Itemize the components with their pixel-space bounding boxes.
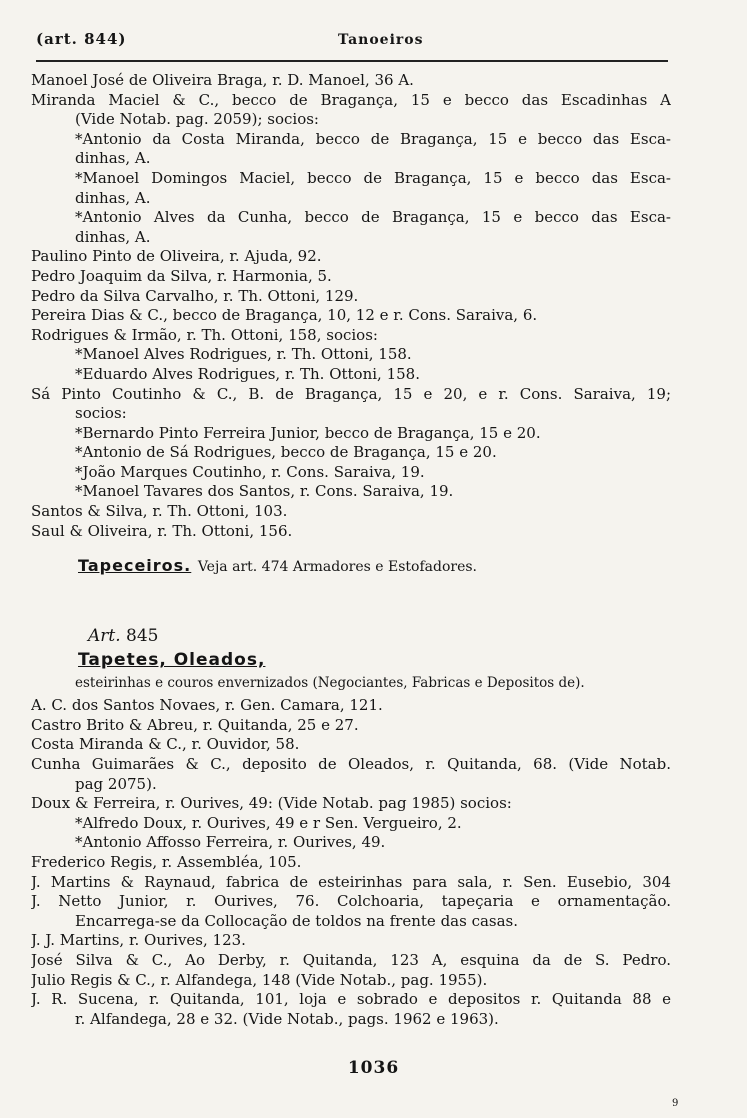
article-heading: Tapetes, Oleados, xyxy=(78,650,266,671)
entry-line: Castro Brito & Abreu, r. Quitanda, 25 e 27. xyxy=(31,715,359,734)
entry-line: Encarrega-se da Collocação de toldos na frente das casas. xyxy=(75,911,519,930)
entry-line: *Manoel Tavares dos Santos, r. Cons. Saraiva, 19. xyxy=(75,482,454,501)
entry-line: pag 2075). xyxy=(75,774,157,793)
document-body xyxy=(31,71,671,1029)
entry-line: Santos & Silva, r. Th. Ottoni, 103. xyxy=(31,502,288,521)
entry-line: dinhas, A. xyxy=(75,149,151,168)
entry-line: *Manoel Domingos Maciel, becco de Bragança, 15 e becco das Esca- xyxy=(75,168,671,187)
entry-line: Doux & Ferreira, r. Ourives, 49: (Vide Notab. pag 1985) socios: xyxy=(31,794,512,813)
entry-line: Pereira Dias & C., becco de Bragança, 10, 12 e r. Cons. Saraiva, 6. xyxy=(31,306,538,325)
entry-line: J. R. Sucena, r. Quitanda, 101, loja e sobrado e depositos r. Quitanda 88 e xyxy=(31,990,671,1009)
entry-line: socios: xyxy=(75,404,127,423)
entry-line: Cunha Guimarães & C., deposito de Oleados, r. Quitanda, 68. (Vide Notab. xyxy=(31,755,671,774)
entry-line: *João Marques Coutinho, r. Cons. Saraiva, 19. xyxy=(75,462,425,481)
header-title: Tanoeiros xyxy=(338,32,424,48)
article-description: esteirinhas e couros envernizados (Negociantes, Fabricas e Depositos de). xyxy=(75,675,585,692)
entry-line: J. J. Martins, r. Ourives, 123. xyxy=(31,931,246,950)
article-number: 845 xyxy=(126,626,159,647)
page-number: 1036 xyxy=(347,1058,400,1078)
entry-line: r. Alfandega, 28 e 32. (Vide Notab., pags. 1962 e 1963). xyxy=(75,1009,499,1028)
entry-line: Miranda Maciel & C., becco de Bragança, 15 e becco das Escadinhas A xyxy=(31,90,671,109)
entry-line: dinhas, A. xyxy=(75,188,151,207)
entry-line: Pedro da Silva Carvalho, r. Th. Ottoni, 129. xyxy=(31,286,359,305)
entry-line: J. Netto Junior, r. Ourives, 76. Colchoaria, tapeçaria e ornamentação. xyxy=(31,892,671,911)
section-title: Tapeceiros. xyxy=(78,556,192,576)
entry-line: A. C. dos Santos Novaes, r. Gen. Camara, 121. xyxy=(31,696,383,715)
entry-line: Paulino Pinto de Oliveira, r. Ajuda, 92. xyxy=(31,247,322,266)
entry-line: (Vide Notab. pag. 2059); socios: xyxy=(75,110,319,129)
entry-line: *Antonio de Sá Rodrigues, becco de Bragança, 15 e 20. xyxy=(75,443,497,462)
entry-line: Frederico Regis, r. Assembléa, 105. xyxy=(31,853,302,871)
entry-line: Rodrigues & Irmão, r. Th. Ottoni, 158, socios: xyxy=(31,325,378,344)
entry-line: J. Martins & Raynaud, fabrica de esteirinhas para sala, r. Sen. Eusebio, 304 xyxy=(31,872,671,891)
header-article-ref: (art. 844) xyxy=(36,30,127,48)
running-header xyxy=(30,30,670,54)
entry-line: *Manoel Alves Rodrigues, r. Th. Ottoni, 158. xyxy=(75,345,412,364)
section-tapeceiros xyxy=(31,555,671,578)
entry-line: Saul & Oliveira, r. Th. Ottoni, 156. xyxy=(31,521,293,540)
entry-line: dinhas, A. xyxy=(75,227,151,246)
entry-line: *Antonio Affosso Ferreira, r. Ourives, 49. xyxy=(75,833,386,852)
entry-line: *Antonio Alves da Cunha, becco de Bragança, 15 e becco das Esca- xyxy=(75,208,671,227)
entry-line: José Silva & C., Ao Derby, r. Quitanda, 123 A, esquina da de S. Pedro. xyxy=(31,950,671,969)
entry-line: *Eduardo Alves Rodrigues, r. Th. Ottoni, 158. xyxy=(75,364,420,383)
entry-line: Pedro Joaquim da Silva, r. Harmonia, 5. xyxy=(31,266,332,285)
entry-line: *Bernardo Pinto Ferreira Junior, becco de Bragança, 15 e 20. xyxy=(75,423,541,442)
header-rule xyxy=(36,60,668,62)
entry-line: *Antonio da Costa Miranda, becco de Bragança, 15 e becco das Esca- xyxy=(75,129,671,148)
entry-line: Costa Miranda & C., r. Ouvidor, 58. xyxy=(31,735,300,754)
entry-line: Sá Pinto Coutinho & C., B. de Bragança, 15 e 20, e r. Cons. Saraiva, 19; xyxy=(31,384,671,403)
corner-mark: 9 xyxy=(672,1098,679,1109)
entry-line: Julio Regis & C., r. Alfandega, 148 (Vide Notab., pag. 1955). xyxy=(31,970,488,989)
entries-tapetes xyxy=(31,696,671,1029)
article-label xyxy=(31,624,671,648)
entry-line: Manoel José de Oliveira Braga, r. D. Manoel, 36 A. xyxy=(31,71,414,89)
entry-line: *Alfredo Doux, r. Ourives, 49 e r Sen. Vergueiro, 2. xyxy=(75,813,462,832)
entries-tanoeiros xyxy=(31,71,671,541)
section-note: Veja art. 474 Armadores e Estofadores. xyxy=(197,559,477,576)
article-word: Art. xyxy=(88,626,121,647)
